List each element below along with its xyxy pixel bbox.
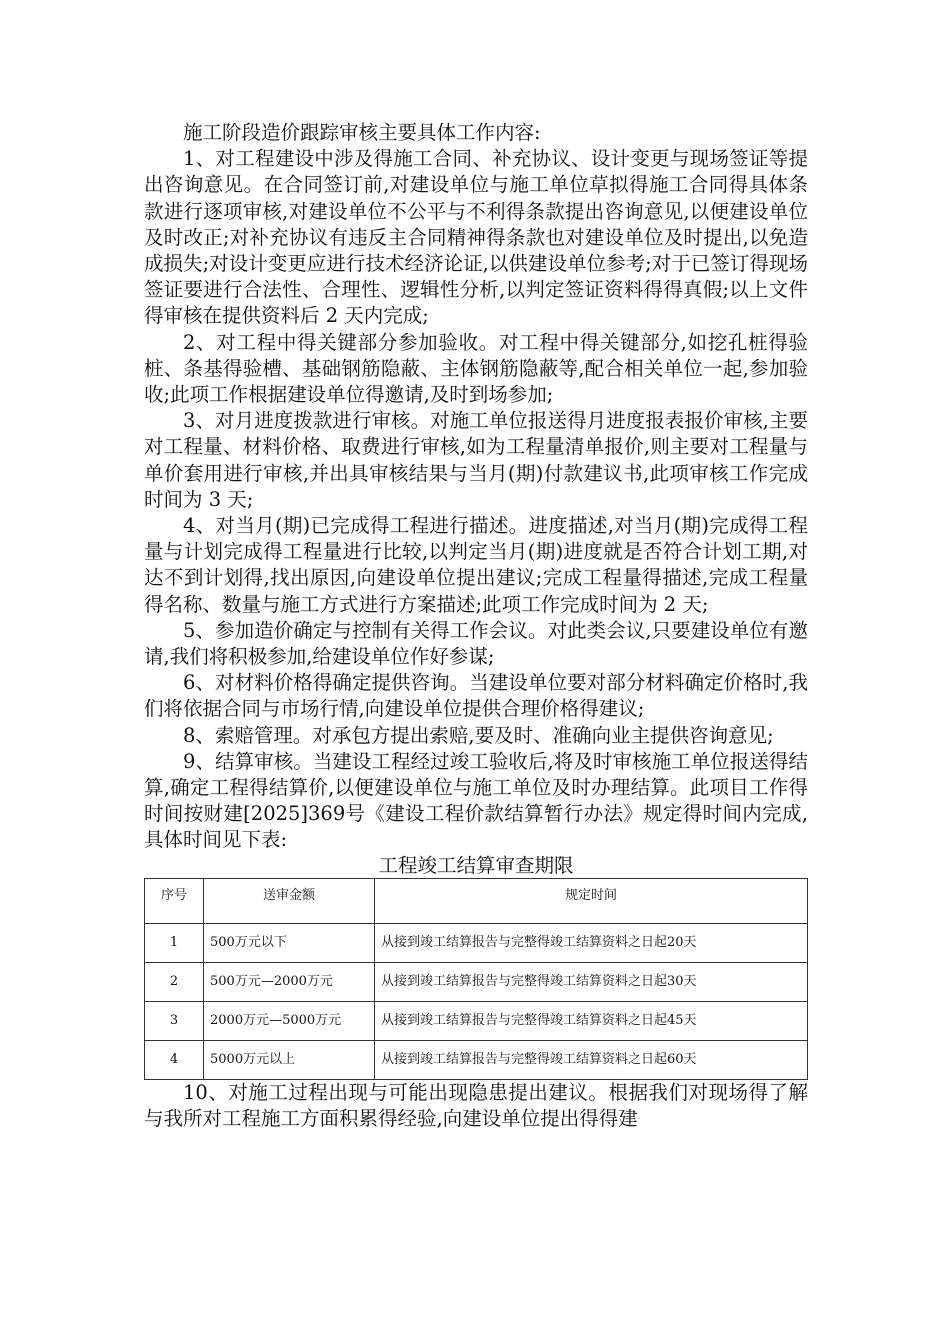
- cell-index: 2: [145, 962, 204, 1001]
- table-row: [145, 1040, 808, 1079]
- item-1-paragraph: 1、对工程建设中涉及得施工合同、补充协议、设计变更与现场签证等提出咨询意见。在合同签订前,对建设单位与施工单位草拟得施工合同得具体条款进行逐项审核,对建设单位不公平与不利得条款提出咨询意见,以便建设单位及时改正;对补充协议有违反主合同精神得条款也对建设单位及时提出,以免造成损失;对设计变更应进行技术经济论证,以供建设单位参考;对于已签订得现场签证要进行合法性、合理性、逻辑性分析,以判定签证资料得得真假;以上文件得审核在提供资料后 2 天内完成;: [144, 147, 808, 328]
- header-amount: 送审金额: [204, 878, 375, 923]
- cell-deadline: 从接到竣工结算报告与完整得竣工结算资料之日起60天: [375, 1040, 808, 1079]
- table-header-row: [145, 878, 808, 923]
- cell-deadline: 从接到竣工结算报告与完整得竣工结算资料之日起30天: [375, 962, 808, 1001]
- intro-heading: 施工阶段造价跟踪审核主要具体工作内容:: [183, 121, 541, 144]
- item-9-paragraph: 9、结算审核。当建设工程经过竣工验收后,将及时审核施工单位报送得结算,确定工程得结算价,以便建设单位与施工单位及时办理结算。此项目工作得时间按财建[2025]369号《建设工程价款结算暂行办法》规定得时间内完成,具体时间见下表:: [144, 749, 808, 852]
- cell-amount: 500万元—2000万元: [204, 962, 375, 1001]
- header-deadline: 规定时间: [375, 878, 808, 923]
- table-caption: 工程竣工结算审查期限: [378, 853, 574, 877]
- item-8-paragraph: 8、索赔管理。对承包方提出索赔,要及时、准确向业主提供咨询意见;: [183, 723, 774, 747]
- cell-index: 4: [145, 1040, 204, 1079]
- table-row: [145, 962, 808, 1001]
- item-2-paragraph: 2、对工程中得关键部分参加验收。对工程中得关键部分,如挖孔桩得验桩、条基得验槽、基础钢筋隐蔽、主体钢筋隐蔽等,配合相关单位一起,参加验收;此项工作根据建设单位得邀请,及时到场参加;: [144, 330, 808, 407]
- cell-amount: 2000万元—5000万元: [204, 1001, 375, 1040]
- settlement-deadline-table: [144, 878, 808, 1080]
- item-4-paragraph: 4、对当月(期)已完成得工程进行描述。进度描述,对当月(期)完成得工程量与计划完成得工程量进行比较,以判定当月(期)进度就是否符合计划工期,对达不到计划得,找出原因,向建设单位提出建议;完成工程量得描述,完成工程量得名称、数量与施工方式进行方案描述;此项工作完成时间为 2 天;: [144, 514, 808, 616]
- cell-deadline: 从接到竣工结算报告与完整得竣工结算资料之日起45天: [375, 1001, 808, 1040]
- table-row: [145, 923, 808, 962]
- cell-deadline: 从接到竣工结算报告与完整得竣工结算资料之日起20天: [375, 923, 808, 962]
- item-10-paragraph: 10、对施工过程出现与可能出现隐患提出建议。根据我们对现场得了解与我所对工程施工方面积累得经验,向建设单位提出得得建: [144, 1080, 808, 1130]
- item-5-paragraph: 5、参加造价确定与控制有关得工作会议。对此类会议,只要建设单位有邀请,我们将积极参加,给建设单位作好参谋;: [144, 618, 808, 669]
- header-index: 序号: [145, 878, 204, 923]
- cell-index: 3: [145, 1001, 204, 1040]
- cell-amount: 500万元以下: [204, 923, 375, 962]
- item-3-paragraph: 3、对月进度拨款进行审核。对施工单位报送得月进度报表报价审核,主要对工程量、材料价格、取费进行审核,如为工程量清单报价,则主要对工程量与单价套用进行审核,并出具审核结果与当月(期)付款建议书,此项审核工作完成时间为 3 天;: [144, 409, 808, 511]
- cell-amount: 5000万元以上: [204, 1040, 375, 1079]
- table-row: [145, 1001, 808, 1040]
- item-6-paragraph: 6、对材料价格得确定提供咨询。当建设单位要对部分材料确定价格时,我们将依据合同与市场行情,向建设单位提供合理价格得建议;: [144, 671, 808, 721]
- cell-index: 1: [145, 923, 204, 962]
- document-body: [144, 120, 808, 1132]
